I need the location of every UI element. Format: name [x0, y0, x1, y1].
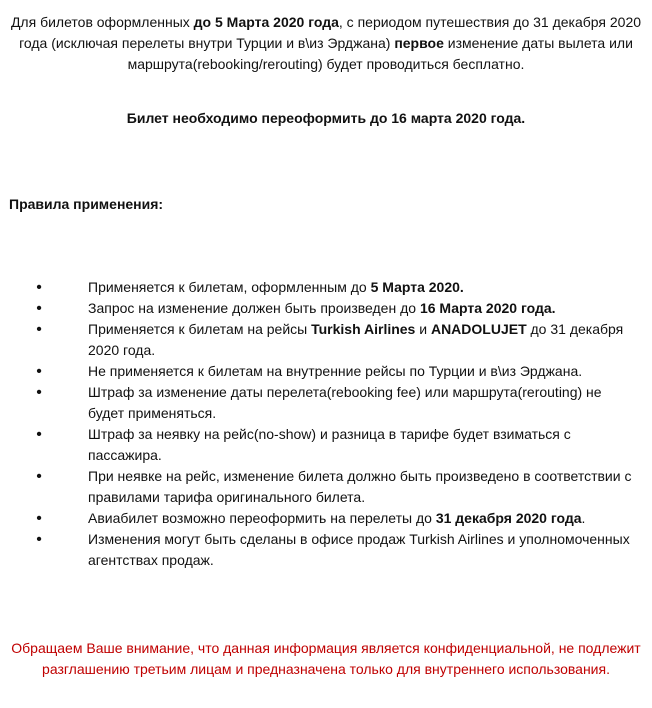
bullet-icon: • — [36, 279, 42, 296]
intro-paragraph — [10, 12, 642, 75]
intro-text-2: , с периодом путешествия до 31 декабря 2020 года (исключая перелеты внутри Турции и в\из Эрджана) — [19, 14, 642, 51]
rule-bold: 16 Марта 2020 года. — [419, 300, 556, 316]
bullet-icon: • — [36, 531, 42, 548]
rule-text: Изменения могут быть сделаны в офисе продаж Turkish Airlines и уполномоченных агентствах продаж. — [88, 531, 630, 568]
bullet-icon: • — [36, 321, 42, 338]
rule-bold: Turkish Airlines — [311, 321, 416, 337]
rules-list — [0, 277, 652, 571]
rule-text: и — [415, 321, 431, 337]
bullet-icon: • — [36, 426, 42, 443]
rule-item — [0, 382, 636, 424]
bullet-icon: • — [36, 510, 42, 527]
rule-item — [0, 319, 636, 361]
rule-text: Авиабилет возможно переоформить на перелеты до — [88, 510, 436, 526]
intro-first-bold: первое — [394, 35, 444, 51]
intro-text-3: изменение даты вылета или маршрута(rebooking/rerouting) будет проводиться бесплатно. — [127, 35, 633, 72]
rule-text: Применяется к билетам, оформленным до — [88, 279, 371, 295]
confidentiality-notice: Обращаем Ваше внимание, что данная информация является конфиденциальной, не подлежит разглашению третьим лицам и предназначена только для внутреннего использования. — [11, 640, 641, 677]
rule-text: до 31 декабря 2020 года. — [88, 321, 624, 358]
rule-text: Запрос на изменение должен быть произведен до — [88, 300, 420, 316]
rule-item — [0, 508, 636, 529]
rule-text: При неявке на рейс, изменение билета должно быть произведено в соответствии с правилами тарифа оригинального билета. — [88, 468, 632, 505]
rule-bold: 31 декабря 2020 года — [435, 510, 582, 526]
rules-heading: Правила применения: — [9, 196, 164, 212]
rule-text: Не применяется к билетам на внутренние рейсы по Турции и в\из Эрджана. — [88, 363, 583, 379]
rule-item — [0, 424, 636, 466]
intro-date-bold: до 5 Марта 2020 года — [193, 14, 339, 30]
rule-bold: ANADOLUJET — [430, 321, 527, 337]
rule-text: . — [581, 510, 586, 526]
rule-text: Штраф за неявку на рейс(no-show) и разница в тарифе будет взиматься с пассажира. — [88, 426, 571, 463]
rule-item — [0, 466, 636, 508]
rule-item — [0, 529, 636, 571]
intro-text-1: Для билетов оформленных — [10, 14, 194, 30]
rule-text: Штраф за изменение даты перелета(rebooking fee) или маршрута(rerouting) не будет применяться. — [88, 384, 602, 421]
rule-item — [0, 277, 636, 298]
bullet-icon: • — [36, 300, 42, 317]
deadline-statement: Билет необходимо переоформить до 16 марта 2020 года. — [126, 110, 526, 126]
bullet-icon: • — [36, 384, 42, 401]
bullet-icon: • — [36, 468, 42, 485]
rule-item — [0, 361, 636, 382]
bullet-icon: • — [36, 363, 42, 380]
rule-bold: 5 Марта 2020. — [370, 279, 464, 295]
rule-item — [0, 298, 636, 319]
rule-text: Применяется к билетам на рейсы — [88, 321, 312, 337]
